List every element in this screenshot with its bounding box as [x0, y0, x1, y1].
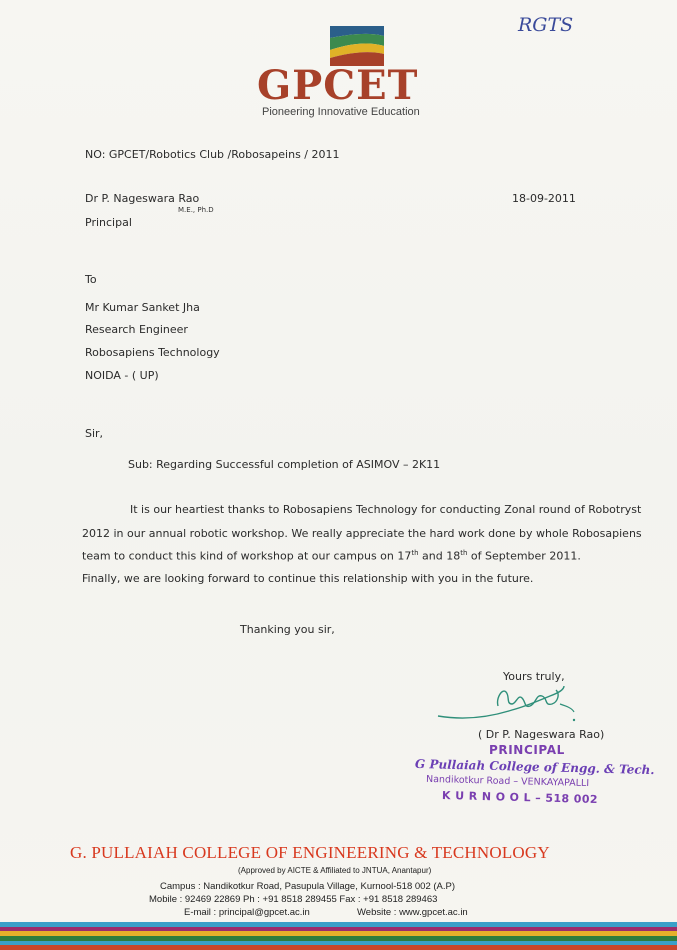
recipient-company: Robosapiens Technology [85, 346, 220, 359]
superscript-th-2: th [460, 549, 468, 557]
footer-campus: Campus : Nandikotkur Road, Pasupula Village, Kurnool-518 002 (A.P) [160, 881, 456, 892]
body-line-3 [82, 549, 581, 563]
footer-website: Website : www.gpcet.ac.in [357, 907, 468, 918]
logo-wordmark: GPCET [257, 62, 419, 109]
recipient-role: Research Engineer [85, 323, 188, 336]
body-line-4: Finally, we are looking forward to continue this relationship with you in the future. [82, 572, 534, 585]
signature-icon [432, 676, 582, 728]
body-line-1: It is our heartiest thanks to Robosapiens Technology for conducting Zonal round of Robotryst [130, 503, 642, 516]
footer-phones: Mobile : 92469 22869 Ph : +91 8518 289455 Fax : +91 8518 289463 [149, 894, 438, 905]
footer-approval: (Approved by AICTE & Affiliated to JNTUA, Anantapur) [238, 866, 432, 875]
sender-title: Principal [85, 216, 132, 229]
reference-number: NO: GPCET/Robotics Club /Robosapeins / 2011 [85, 148, 340, 161]
subject-line: Sub: Regarding Successful completion of ASIMOV – 2K11 [128, 458, 441, 471]
sender-name: Dr P. Nageswara Rao [85, 192, 200, 205]
gpcet-logo-emblem-icon [330, 26, 384, 66]
signatory-name: ( Dr P. Nageswara Rao) [478, 728, 605, 741]
salutation: Sir, [85, 427, 104, 440]
handwritten-annotation: RGTS [518, 14, 574, 36]
footer-email: E-mail : principal@gpcet.ac.in [184, 907, 310, 918]
to-label: To [85, 273, 97, 286]
body-line-3-part-a: team to conduct this kind of workshop at our campus on 17 [82, 549, 412, 563]
stamp-city: K U R N O O L – 518 002 [441, 788, 599, 807]
footer-stripe-red [0, 945, 677, 950]
letter-date: 18-09-2011 [512, 192, 576, 205]
stamp-principal: PRINCIPAL [489, 743, 565, 757]
recipient-city: NOIDA - ( UP) [85, 369, 159, 382]
superscript-th-1: th [411, 549, 419, 557]
body-line-2: 2012 in our annual robotic workshop. We really appreciate the hard work done by whole Robosapiens [82, 527, 642, 540]
yours-truly: Yours truly, [503, 670, 565, 683]
stamp-college: G Pullaiah College of Engg. & Tech. [414, 756, 655, 778]
body-line-3-part-b: and 18 [418, 549, 461, 563]
closing-line: Thanking you sir, [240, 623, 335, 636]
sender-degrees: M.E., Ph.D [178, 206, 214, 214]
recipient-name: Mr Kumar Sanket Jha [85, 301, 200, 314]
body-line-3-part-c: of September 2011. [467, 549, 581, 563]
stamp-address: Nandikotkur Road – VENKAYAPALLI [425, 773, 590, 790]
logo-tagline: Pioneering Innovative Education [262, 106, 420, 118]
footer-college-name: G. PULLAIAH COLLEGE OF ENGINEERING & TECHNOLOGY [70, 843, 550, 862]
